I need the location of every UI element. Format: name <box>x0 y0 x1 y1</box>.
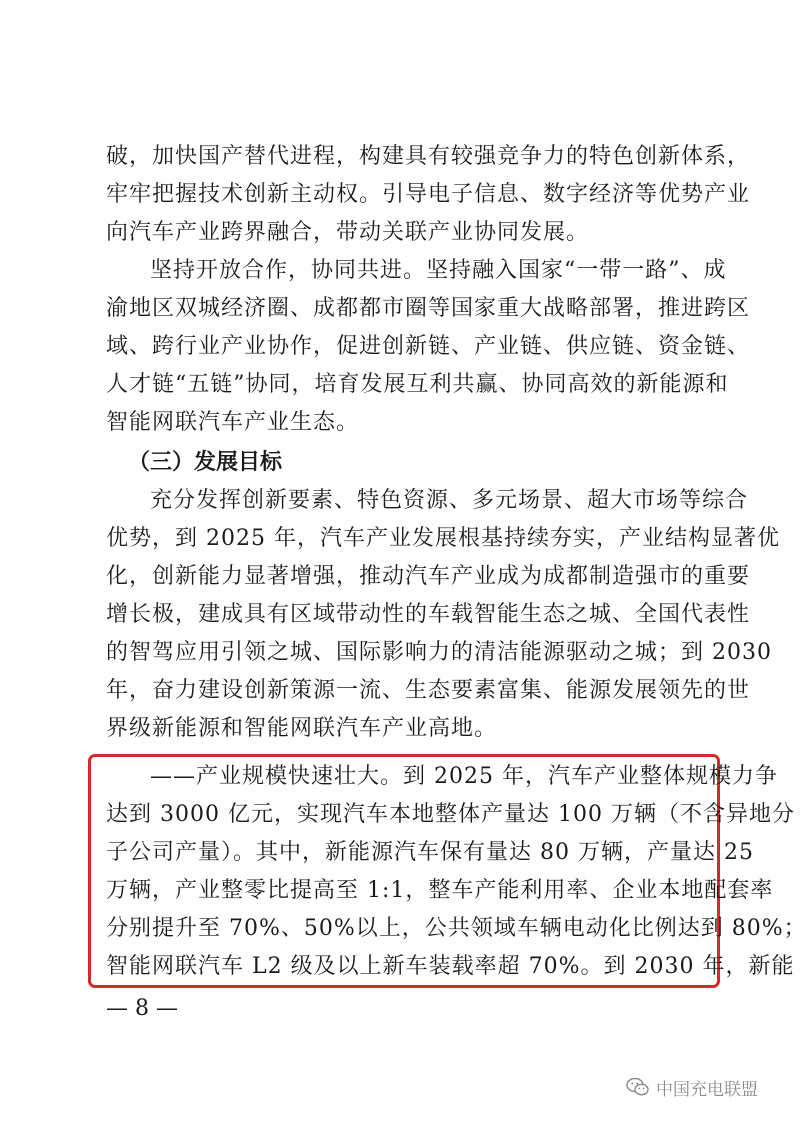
paragraph-line: 增长极，建成具有区域带动性的车载智能生态之城、全国代表性 <box>106 602 751 627</box>
page-number: — 8 — <box>106 996 178 1021</box>
paragraph-line: 年，奋力建设创新策源一流、生态要素富集、能源发展领先的世 <box>106 678 751 703</box>
watermark <box>626 1073 758 1101</box>
highlighted-line: 万辆，产业整零比提高至 1:1，整车产能利用率、企业本地配套率 <box>106 878 774 903</box>
paragraph-line: 坚持开放合作，协同共进。坚持融入国家“一带一路”、成 <box>150 258 727 283</box>
paragraph-line: 向汽车产业跨界融合，带动关联产业协同发展。 <box>106 220 590 245</box>
wechat-icon <box>626 1077 650 1097</box>
highlighted-line: 子公司产量）。其中，新能源汽车保有量达 80 万辆，产量达 25 <box>106 840 754 865</box>
highlighted-line: ——产业规模快速壮大。到 2025 年，汽车产业整体规模力争 <box>150 764 778 789</box>
paragraph-line: 充分发挥创新要素、特色资源、多元场景、超大市场等综合 <box>150 488 749 513</box>
highlighted-line: 智能网联汽车 L2 级及以上新车装载率超 70%。到 2030 年，新能 <box>106 954 795 979</box>
paragraph-line: 渝地区双城经济圈、成都都市圈等国家重大战略部署，推进跨区 <box>106 296 751 321</box>
paragraph-line: 智能网联汽车产业生态。 <box>106 410 360 435</box>
paragraph-line: 界级新能源和智能网联汽车产业高地。 <box>106 716 498 741</box>
paragraph-line: 牢牢把握技术创新主动权。引导电子信息、数字经济等优势产业 <box>106 182 751 207</box>
section-heading: （三）发展目标 <box>128 450 283 475</box>
paragraph-line: 人才链“五链”协同，培育发展互利共赢、协同高效的新能源和 <box>106 372 729 397</box>
paragraph-line: 化，创新能力显著增强，推动汽车产业成为成都制造强市的重要 <box>106 564 751 589</box>
paragraph-line: 优势，到 2025 年，汽车产业发展根基持续夯实，产业结构显著优 <box>106 526 780 551</box>
highlighted-line: 分别提升至 70%、50%以上，公共领域车辆电动化比例达到 80%； <box>106 916 807 941</box>
paragraph-line: 域、跨行业产业协作，促进创新链、产业链、供应链、资金链、 <box>106 334 751 359</box>
highlighted-line: 达到 3000 亿元，实现汽车本地整体产量达 100 万辆（不含异地分 <box>106 802 795 827</box>
watermark-text: 中国充电联盟 <box>656 1079 758 1100</box>
paragraph-line: 的智驾应用引领之城、国际影响力的清洁能源驱动之城；到 2030 <box>106 640 772 665</box>
paragraph-line: 破，加快国产替代进程，构建具有较强竞争力的特色创新体系， <box>106 144 751 169</box>
